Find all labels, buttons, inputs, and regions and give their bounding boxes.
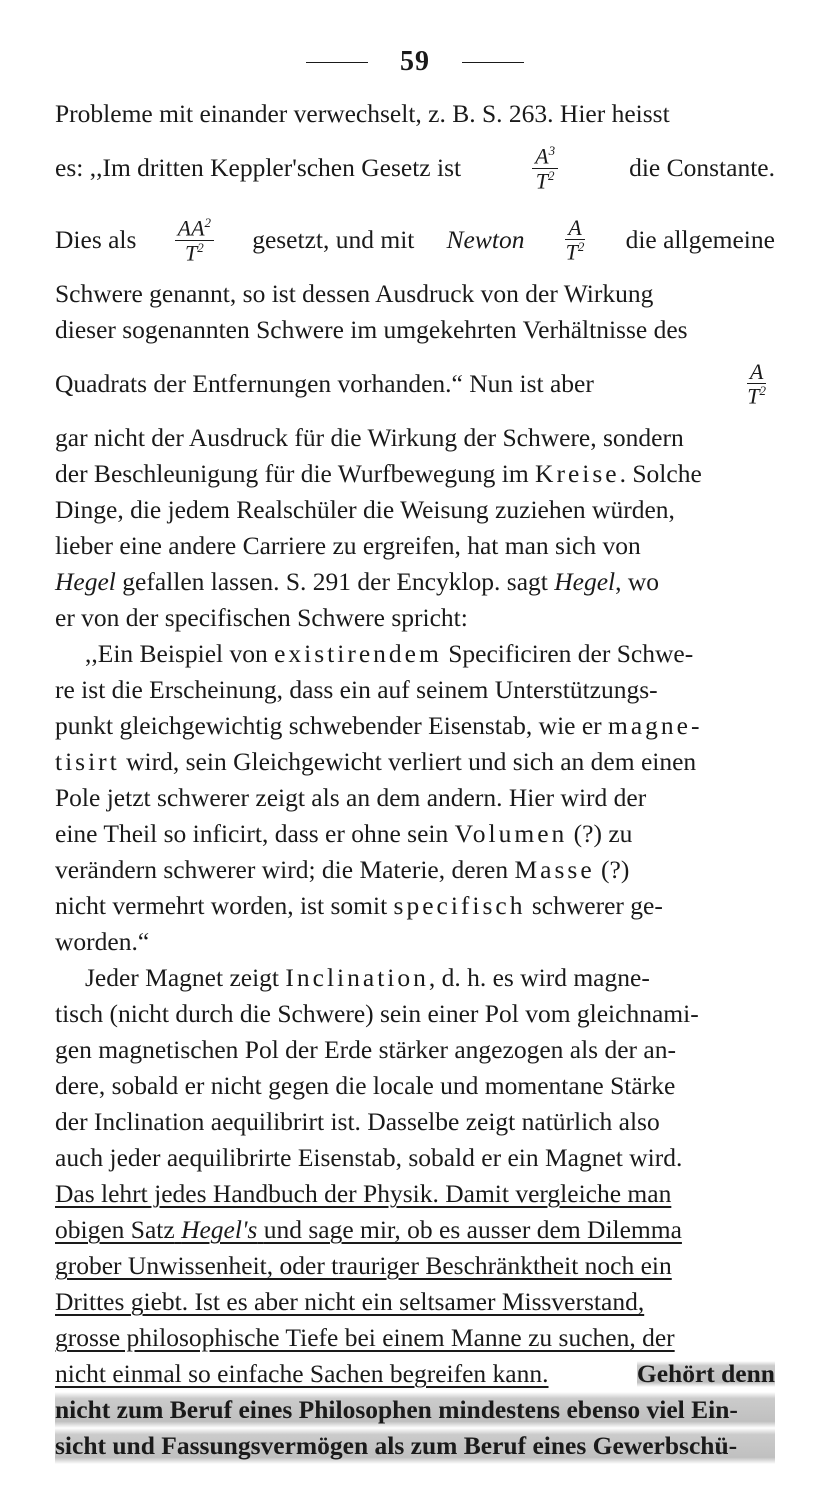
fraction: $\frac{AA^2}{T^2}$ (175, 216, 214, 264)
text-line: gen magnetischen Pol der Erde stärker angezogen als der an- (55, 1035, 676, 1065)
text-line: dere, sobald er nicht gegen die locale und momentane Stärke (55, 1071, 676, 1101)
text-line: Jeder Magnet zeigt Inclination, d. h. es wird magne- (85, 963, 650, 993)
underlined-line: obigen Satz Hegel's und sage mir, ob es ausser dem Dilemma (55, 1215, 682, 1245)
underlined-line: grosse philosophische Tiefe bei einem Manne zu suchen, der (55, 1323, 675, 1353)
page-number: 59 (400, 46, 430, 77)
text-line (55, 132, 775, 204)
italic-name: Newton (446, 225, 525, 255)
underlined-line: Das lehrt jedes Handbuch der Physik. Damit vergleiche man (55, 1179, 672, 1209)
text-line: nicht vermehrt worden, ist somit specifisch schwerer ge- (55, 891, 663, 921)
underlined-line: grober Unwissenheit, oder trauriger Beschränktheit noch ein (55, 1251, 672, 1281)
text-line (55, 348, 775, 420)
text-line: Dinge, die jedem Realschüler die Weisung zuziehen würden, (55, 495, 675, 525)
spaced-word: specifisch (393, 891, 526, 921)
highlighted-line: sicht und Fassungsvermögen als zum Beruf eines Gewerbschü- (55, 1428, 775, 1464)
text-line (55, 204, 775, 276)
text-line (55, 1356, 775, 1392)
text-line: lieber eine andere Carriere zu ergreifen, hat man sich von (55, 531, 641, 561)
underlined-text: nicht einmal so einfache Sachen begreifen kann. (55, 1359, 549, 1389)
text-line: re ist die Erscheinung, dass ein auf seinem Unterstützungs- (55, 675, 658, 705)
line-text: gesetzt, und mit (252, 225, 415, 255)
text-line: Schwere genannt, so ist dessen Ausdruck von der Wirkung (55, 279, 654, 309)
line-text: Quadrats der Entfernungen vorhanden.“ Nun ist aber (55, 369, 594, 399)
text-line: worden.“ (55, 927, 150, 957)
line-text: die allgemeine (625, 225, 775, 255)
text-line: auch jeder aequilibrirte Eisenstab, sobald er ein Magnet wird. (55, 1143, 683, 1173)
text-line: Probleme mit einander verwechselt, z. B. S. 263. Hier heisst (55, 99, 670, 129)
fraction: $\frac{A}{T^2}$ (565, 215, 585, 265)
text-line: der Inclination aequilibrirt ist. Dasselbe zeigt natürlich also (55, 1107, 660, 1137)
fraction: $\frac{A^3}{T^2}$ (532, 144, 558, 192)
italic-name: Hegel (55, 567, 116, 597)
spaced-word: magne- (608, 711, 703, 741)
spaced-word: Inclination (285, 963, 429, 993)
spaced-word: Masse (514, 855, 595, 885)
line-text: es: ,,Im dritten Keppler'schen Gesetz ist (55, 153, 462, 183)
header-rule-right (462, 62, 524, 63)
italic-name: Hegel's (181, 1215, 258, 1245)
text-line: der Beschleunigung für die Wurfbewegung im Kreise. Solche (55, 459, 702, 489)
spaced-word: Kreise (535, 459, 620, 489)
spaced-word: tisirt (55, 747, 120, 777)
text-line: punkt gleichgewichtig schwebender Eisenstab, wie er magne- (55, 711, 703, 741)
text-line: Pole jetzt schwerer zeigt als an dem andern. Hier wird der (55, 783, 647, 813)
page-header (0, 42, 830, 82)
text-line: verändern schwerer wird; die Materie, deren Masse (?) (55, 855, 630, 885)
fraction: $\frac{A}{T^2}$ (747, 359, 766, 409)
text-body (55, 96, 775, 1464)
text-line: Hegel gefallen lassen. S. 291 der Encyklop. sagt Hegel, wo (55, 567, 660, 597)
spaced-word: existirendem (274, 639, 442, 669)
text-line: tisch (nicht durch die Schwere) sein einer Pol vom gleichnami- (55, 999, 699, 1029)
highlighted-text: Gehört denn (636, 1359, 775, 1389)
highlighted-line: nicht zum Beruf eines Philosophen mindestens ebenso viel Ein- (55, 1392, 775, 1428)
text-line: tisirt wird, sein Gleichgewicht verliert und sich an dem einen (55, 747, 697, 777)
text-line: gar nicht der Ausdruck für die Wirkung der Schwere, sondern (55, 423, 684, 453)
text-line: er von der specifischen Schwere spricht: (55, 603, 468, 633)
italic-name: Hegel (554, 567, 616, 597)
spaced-word: Volumen (454, 819, 568, 849)
header-rule-left (306, 62, 368, 63)
line-text: die Constante. (629, 153, 775, 183)
text-line: ,,Ein Beispiel von existirendem Specificiren der Schwe- (85, 639, 694, 669)
text-line: dieser sogenannten Schwere im umgekehrten Verhältnisse des (55, 315, 688, 345)
line-text: Dies als (55, 225, 137, 255)
underlined-line: Drittes giebt. Ist es aber nicht ein seltsamer Missverstand, (55, 1287, 645, 1317)
text-line: eine Theil so inficirt, dass er ohne sein Volumen (?) zu (55, 819, 633, 849)
